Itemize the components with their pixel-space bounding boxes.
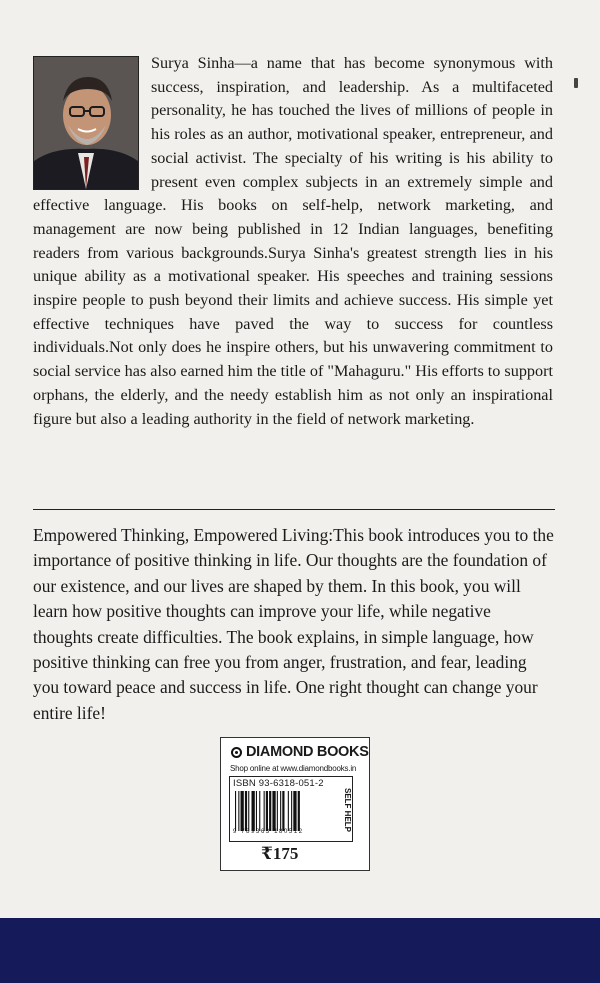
isbn-number: ISBN 93-6318-051-2 (233, 778, 324, 789)
edge-mark (574, 78, 578, 88)
diamond-logo-icon (231, 747, 242, 758)
barcode (234, 791, 346, 831)
book-description: Empowered Thinking, Empowered Living:This book introduces you to the importance of positive thinking in life. Our thoughts are the foundation of our existence, and our lives are shaped by them. In this book, you will learn how positive thoughts can improve your life, while negative thoughts create difficulties. The book explains, in simple language, how positive thinking can free you from anger, frustration, and fear, leading you toward peace and success in life. One right thought can change your entire life! (33, 525, 554, 723)
section-divider (33, 509, 555, 510)
author-bio-section (33, 52, 553, 431)
barcode-area (229, 776, 353, 842)
book-price: ₹175 (261, 844, 299, 863)
price-sticker (220, 737, 370, 871)
author-bio-text: Surya Sinha—a name that has become synonymous with success, inspiration, and leadership. As a multifaceted personality, he has touched the lives of millions of people in his roles as an author, motivational speaker, entrepreneur, and social activist. The specialty of his writing is his ability to present even complex subjects in an extremely simple and effective language. His books on self-help, network marketing, and management are now being published in 12 Indian languages, benefiting readers from various backgrounds.Surya Sinha's greatest strength lies in his unique ability as a motivational speaker. His speeches and training sessions inspire people to push beyond their limits and achieve success. His simple yet effective techniques have paved the way to success for countless individuals.Not only does he inspire others, but his unwavering commitment to social service has also earned him the title of "Mahaguru." His efforts to support orphans, the elderly, and the needy establish him as not only an inspirational figure but also a leading authority in the field of network marketing. (33, 54, 553, 428)
shop-online-text: Shop online at www.diamondbooks.in (230, 764, 357, 773)
publisher-name: DIAMOND BOOKS (246, 744, 369, 760)
author-photo (33, 56, 139, 190)
barcode-digits: 9 789363 180512 (233, 829, 304, 835)
footer-color-band (0, 918, 600, 983)
publisher-brand (231, 744, 369, 760)
genre-label: SELF HELP (343, 788, 352, 833)
